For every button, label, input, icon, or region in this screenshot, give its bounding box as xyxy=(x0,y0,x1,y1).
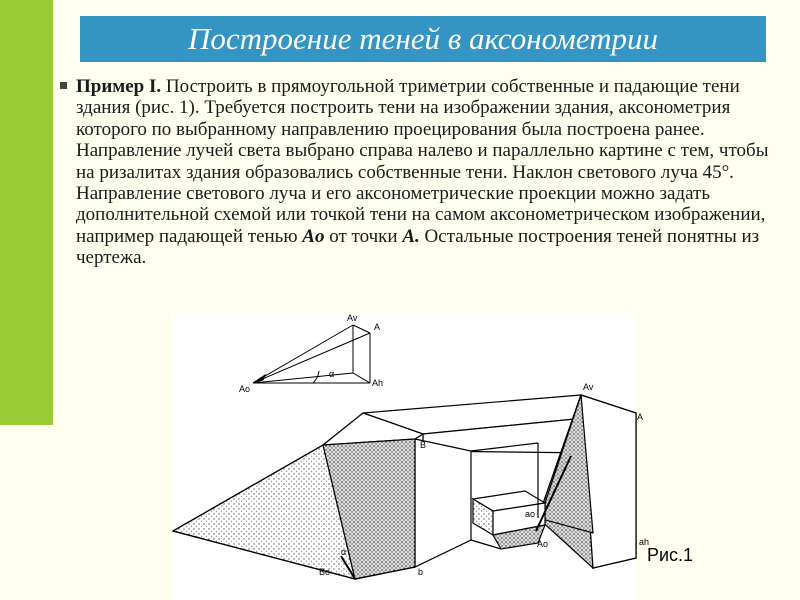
label-a-top: A xyxy=(374,322,381,332)
label-ao-center: ao xyxy=(525,509,536,519)
label-av-main: Av xyxy=(583,382,594,392)
point-ao-ref: Ao xyxy=(302,225,325,247)
label-a-main: A xyxy=(637,412,644,422)
light-scheme xyxy=(253,325,370,383)
bullet-square-icon xyxy=(60,82,67,89)
label-ah-main: ah xyxy=(639,537,650,547)
paragraph-text xyxy=(76,76,772,269)
label-av-top: Av xyxy=(347,313,358,323)
paragraph-part-3: Остальные построения теней понятны из чертежа. xyxy=(76,225,760,269)
building xyxy=(173,395,636,579)
label-alpha-main: α xyxy=(341,547,347,557)
slide-title: Построение теней в аксонометрии xyxy=(188,21,658,56)
accent-sidebar xyxy=(0,0,53,425)
figure-drawing xyxy=(173,313,650,600)
label-ao-top: Ao xyxy=(239,384,251,394)
label-alpha-top: α xyxy=(329,369,335,379)
axonometric-drawing xyxy=(173,313,650,600)
paragraph-part-1: Построить в прямоугольной триметрии собственные и падающие тени здания (рис. 1). Требуется построить тени на изображении здания, аксонометрия которого по выбранному направлению проецирования была построена ранее. Направление лучей света выбрано справа налево и параллельно картине с тем, чтобы на ризалитах здания образовались собственные тени. Наклон светового луча 45°. Направление светового луча и его аксонометрические проекции можно задать дополнительной схемой или точкой тени на самом аксонометрическом изображении, например падающей тенью xyxy=(76,76,769,247)
figure-caption: Рис.1 xyxy=(647,545,694,565)
title-bar xyxy=(80,16,766,62)
label-b-lower: b xyxy=(418,567,424,577)
label-bo-main: Bo xyxy=(319,567,331,577)
label-ao-main: Ao xyxy=(537,539,549,549)
label-b-main: B xyxy=(420,440,427,450)
slide xyxy=(53,0,800,600)
point-a-ref: A. xyxy=(402,225,420,247)
paragraph-part-2: от точки xyxy=(324,225,403,247)
label-ah-top: Ah xyxy=(372,378,384,388)
example-label: Пример I. xyxy=(76,76,162,97)
